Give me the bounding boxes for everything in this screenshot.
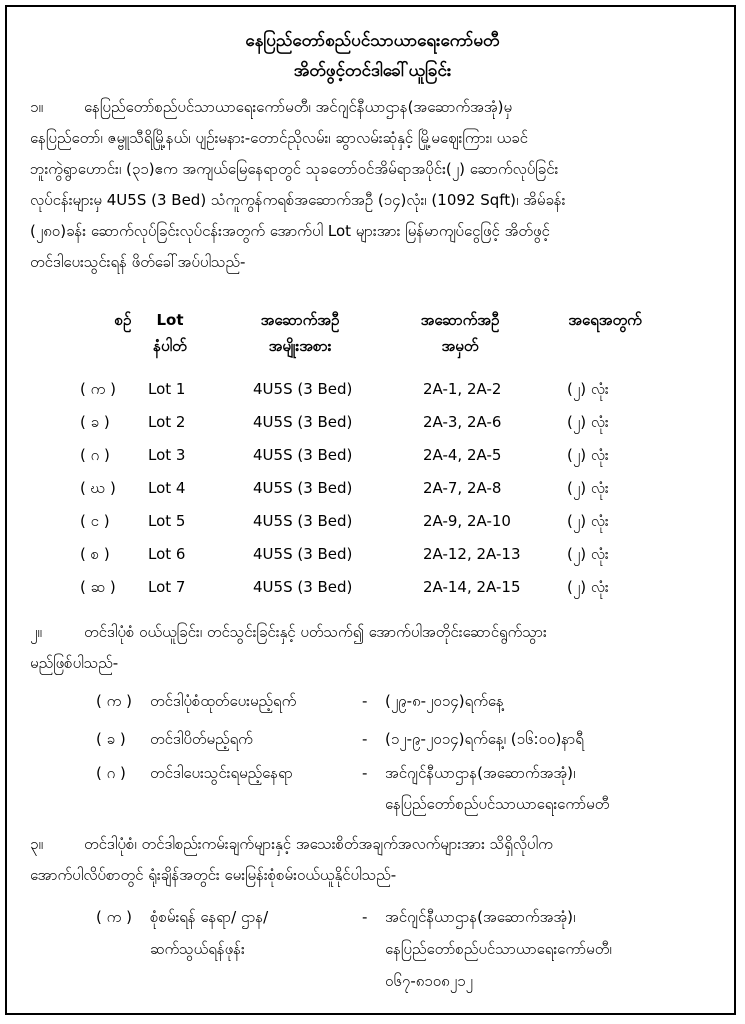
item-text: ဆက်သွယ်ရန်ဖုန်း [150, 940, 245, 958]
row-seq: ( င ) [80, 512, 110, 530]
row-count: (၂) လုံး [567, 479, 609, 497]
row-code: 2A-12, 2A-13 [423, 545, 521, 563]
item-text: တင်ဒါပုံစံထုတ်ပေးမည့်ရက် [150, 692, 297, 710]
section-2-paragraph [30, 617, 718, 679]
table-row [0, 380, 745, 410]
row-type: 4U5S (3 Bed) [253, 578, 353, 596]
row-lot: Lot 5 [148, 512, 186, 530]
row-lot: Lot 6 [148, 545, 186, 563]
item-dash: - [362, 692, 368, 710]
row-code: 2A-4, 2A-5 [423, 446, 502, 464]
row-lot: Lot 7 [148, 578, 186, 596]
row-type: 4U5S (3 Bed) [253, 512, 353, 530]
row-code: 2A-1, 2A-2 [423, 380, 502, 398]
row-lot: Lot 4 [148, 479, 186, 497]
section-1-line: ၁။ နေပြည်တော်စည်ပင်သာယာရေးကော်မတီ၊ အင်ဂျင်နီယာဌာန(အဆောက်အအုံ)မှ [30, 92, 718, 123]
header-building-number: အဆောက်အဦ အမှတ် [420, 311, 500, 355]
phone-number: ၀၆၇-၈၁၀၈၂၁၂ [385, 972, 473, 990]
section-1-line: နေပြည်တော်၊ ဇမ္ဗူသီရိမြို့နယ်၊ ပျဉ်းမနား-တောင်ညိုလမ်း၊ ဆွာလမ်းဆုံနှင့် မြို့မဈေးကြား၊ ယခင် [30, 129, 529, 147]
section-1-line: တင်ဒါပေးသွင်းရန် ဖိတ်ခေါ်အပ်ပါသည်- [30, 253, 246, 271]
item-label: ( ဂ ) [96, 764, 126, 782]
row-type: 4U5S (3 Bed) [253, 413, 353, 431]
row-code: 2A-14, 2A-15 [423, 578, 521, 596]
item-text: တင်ဒါပိတ်မည့်ရက် [150, 730, 253, 748]
document-subtitle: အိတ်ဖွင့်တင်ဒါခေါ်ယူခြင်း [293, 61, 452, 81]
item-value: (၁၂-၉-၂၀၁၄)ရက်နေ့၊ (၁၆:၀၀)နာရီ [385, 730, 584, 748]
row-type: 4U5S (3 Bed) [253, 545, 353, 563]
row-seq: ( ဃ ) [80, 479, 116, 497]
row-count: (၂) လုံး [567, 446, 609, 464]
item-dash: - [362, 908, 368, 926]
item-value: နေပြည်တော်စည်ပင်သာယာရေးကော်မတီ [385, 795, 610, 813]
item-value: နေပြည်တော်စည်ပင်သာယာရေးကော်မတီ၊ [385, 940, 612, 958]
row-lot: Lot 2 [148, 413, 186, 431]
table-row [0, 479, 745, 509]
table-row [0, 446, 745, 476]
header-building-type: အဆောက်အဦ အမျိုးအစား [260, 311, 340, 355]
section-3-line: အောက်ပါလိပ်စာတွင် ရုံးချိန်အတွင်း မေးမြန်းစုံစမ်းဝယ်ယူနိုင်ပါသည်- [30, 866, 397, 884]
item-dash: - [362, 764, 368, 782]
table-row [0, 545, 745, 575]
table-row [0, 512, 745, 542]
row-count: (၂) လုံး [567, 413, 609, 431]
header-lot: Lot နံပါတ် [153, 311, 187, 355]
section-1-line: ဘူးကွဲရွာဟောင်း၊ (၃၁)ဧက အကျယ်မြေနေရာတွင် သုခတော်ဝင်အိမ်ရာအပိုင်း(၂) ဆောက်လုပ်ခြင်း [30, 160, 559, 178]
document-title: နေပြည်တော်စည်ပင်သာယာရေးကော်မတီ [245, 31, 500, 51]
row-count: (၂) လုံး [567, 380, 609, 398]
table-row [0, 413, 745, 443]
item-label: ( ခ ) [96, 730, 126, 748]
section-1-number: ၁။ [30, 98, 43, 116]
row-code: 2A-3, 2A-6 [423, 413, 502, 431]
row-seq: ( စ ) [80, 545, 110, 563]
row-seq: ( ဆ ) [80, 578, 116, 596]
section-1-line: လုပ်ငန်းများမှ 4U5S (3 Bed) သံကူကွန်ကရစ်အဆောက်အဦ (၁၄)လုံး၊ (1092 Sqft)၊ အိမ်ခန်း [30, 191, 566, 209]
row-seq: ( ဂ ) [80, 446, 110, 464]
row-count: (၂) လုံး [567, 512, 609, 530]
row-seq: ( က ) [80, 380, 116, 398]
section-1-paragraph [30, 92, 718, 278]
section-3-number: ၃။ [30, 835, 43, 853]
header-seq: စဉ် [114, 311, 132, 329]
row-type: 4U5S (3 Bed) [253, 446, 353, 464]
item-value: (၂၉-၈-၂၀၁၄)ရက်နေ့ [385, 692, 504, 710]
row-seq: ( ခ ) [80, 413, 110, 431]
section-2-number: ၂။ [30, 623, 42, 641]
item-text: တင်ဒါပေးသွင်းရမည့်နေရာ [150, 764, 293, 782]
item-value: အင်ဂျင်နီယာဌာန(အဆောက်အအုံ)၊ [385, 908, 576, 926]
section-2-line: ၂။ တင်ဒါပုံစံ ဝယ်ယူခြင်း၊ တင်သွင်းခြင်းနှင့် ပတ်သက်၍ အောက်ပါအတိုင်းဆောင်ရွက်သွား [30, 617, 718, 648]
section-2-line: မည်ဖြစ်ပါသည်- [30, 654, 119, 672]
table-row [0, 578, 745, 608]
section-3-line: ၃။ တင်ဒါပုံစံ၊ တင်ဒါစည်းကမ်းချက်များနှင့် အသေးစိတ်အချက်အလက်များအား သိရှိလိုပါက [30, 829, 718, 860]
section-3-paragraph [30, 829, 718, 891]
row-lot: Lot 1 [148, 380, 186, 398]
item-value: အင်ဂျင်နီယာဌာန(အဆောက်အအုံ)၊ [385, 764, 576, 782]
row-code: 2A-7, 2A-8 [423, 479, 502, 497]
row-count: (၂) လုံး [567, 578, 609, 596]
row-code: 2A-9, 2A-10 [423, 512, 511, 530]
header-quantity: အရေအတွက် [568, 311, 642, 329]
item-label: ( က ) [96, 908, 132, 926]
item-label: ( က ) [96, 692, 132, 710]
row-type: 4U5S (3 Bed) [253, 479, 353, 497]
row-type: 4U5S (3 Bed) [253, 380, 353, 398]
row-lot: Lot 3 [148, 446, 186, 464]
item-text: စုံစမ်းရန် နေရာ/ ဌာန/ [150, 908, 269, 926]
row-count: (၂) လုံး [567, 545, 609, 563]
section-1-line: (၂၈၀)ခန်း ဆောက်လုပ်ခြင်းလုပ်ငန်းအတွက် အောက်ပါ Lot များအား မြန်မာကျပ်ငွေဖြင့် အိတ်ဖွင့် [30, 222, 550, 240]
item-dash: - [362, 730, 368, 748]
